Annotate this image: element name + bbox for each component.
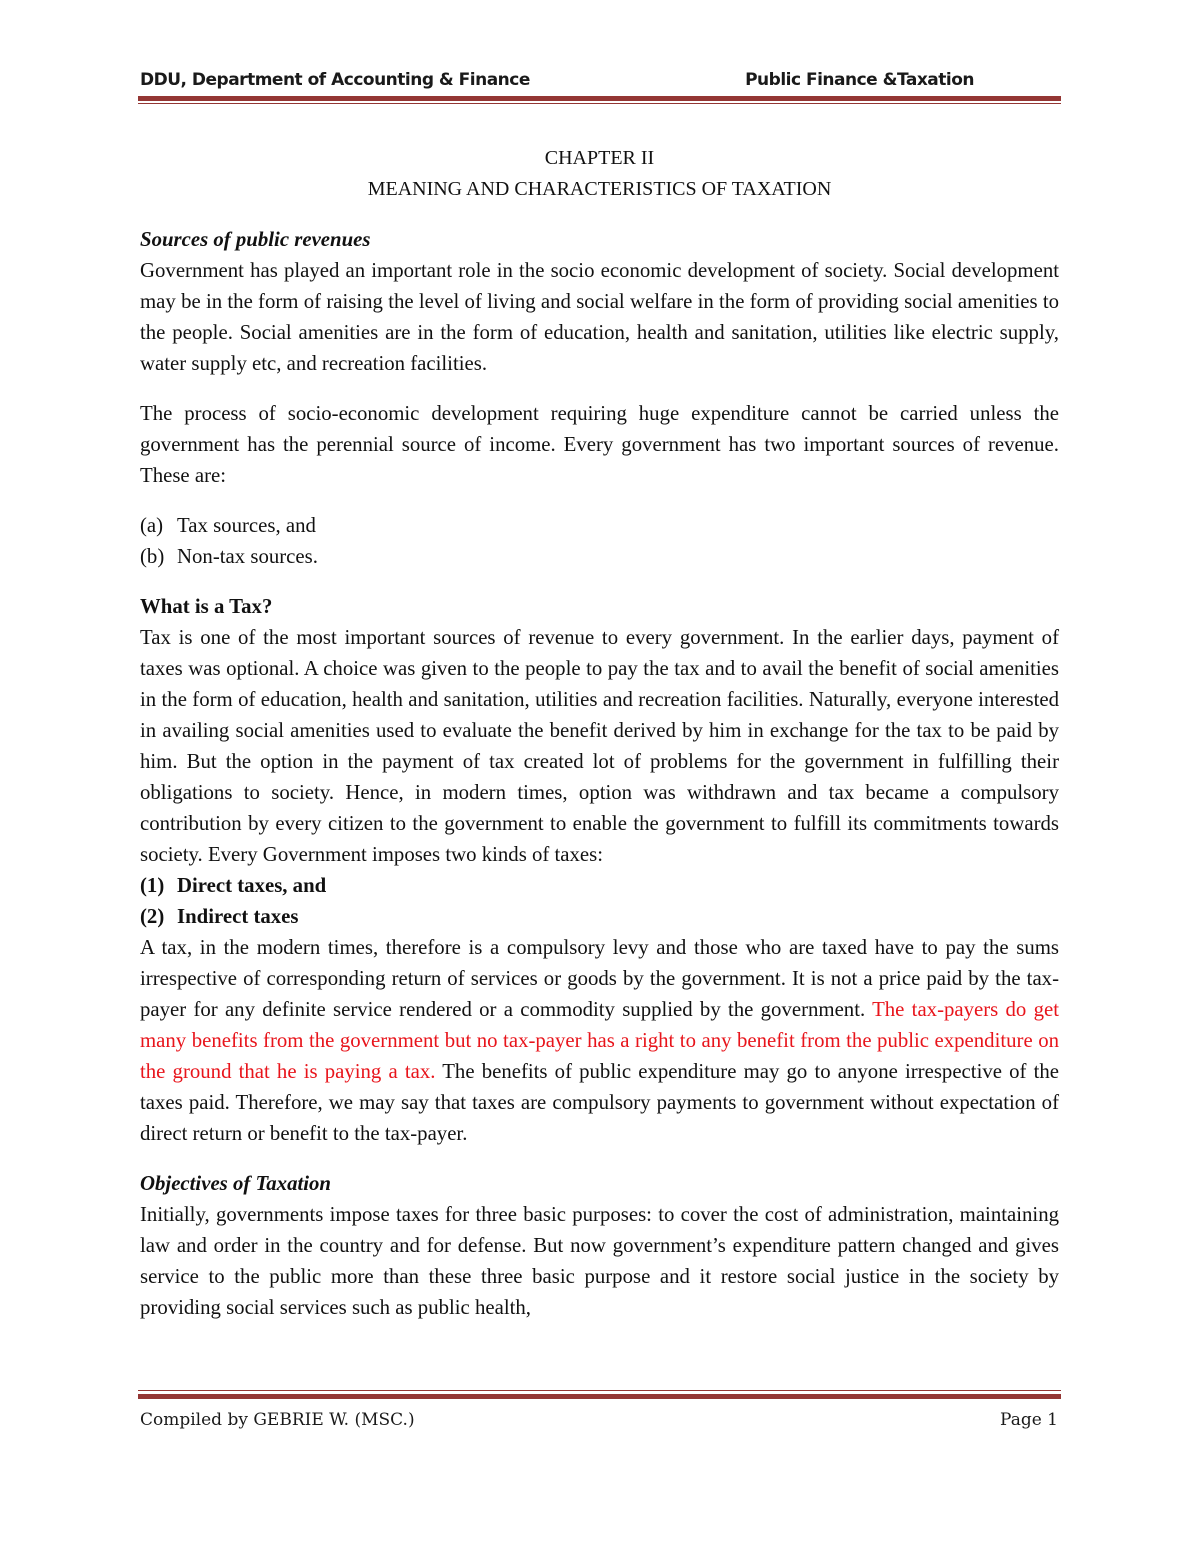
page-content	[140, 143, 1059, 1323]
highlighted-text: The tax-payers do get many benefits from the government but no tax-payer has a right to any benefit from the public expenditure on the ground that he is paying a tax.	[140, 998, 1059, 1083]
list-text: Direct taxes, and	[177, 874, 327, 897]
text-run: A tax, in the modern times, therefore is a compulsory levy and those who are taxed have to pay the sums irrespective of corresponding return of services or goods by the government. It is not a price paid by the tax-payer for any definite service rendered or a commodity supplied by the government.	[140, 936, 1059, 1021]
list-item	[140, 870, 1059, 901]
list-marker: (b)	[140, 545, 165, 568]
section-heading-objectives: Objectives of Taxation	[140, 1172, 332, 1195]
paragraph: Initially, governments impose taxes for three basic purposes: to cover the cost of administration, maintaining law and order in the country and for defense. But now government’s expenditure pattern changed and gives service to the public more than these three basic purpose and it restore social justice in the society by providing social services such as public health,	[140, 1203, 1059, 1319]
header-course: Public Finance &Taxation	[745, 70, 974, 90]
chapter-title: MEANING AND CHARACTERISTICS OF TAXATION	[367, 178, 832, 200]
header-rule	[138, 96, 1061, 101]
list-marker: (2)	[140, 905, 165, 928]
list-text: Non-tax sources.	[177, 545, 318, 568]
list-item	[140, 901, 1059, 932]
footer-rule-thin	[138, 1390, 1061, 1391]
list-item	[140, 541, 1059, 572]
page-number: Page 1	[1000, 1410, 1058, 1430]
section-heading-what-is-tax: What is a Tax?	[140, 595, 273, 618]
paragraph: Tax is one of the most important sources of revenue to every government. In the earlier days, payment of taxes was optional. A choice was given to the people to pay the tax and to avail the benefit of social amenities in the form of education, health and sanitation, utilities and recreation facilities. Naturally, everyone interested in availing social amenities used to evaluate the benefit derived by him in exchange for the tax to be paid by him. But the option in the payment of tax created lot of problems for the government in fulfilling their obligations to society. Hence, in modern times, option was withdrawn and tax became a compulsory contribution by every citizen to the government to enable the government to fulfill its commitments towards society. Every Government imposes two kinds of taxes:	[140, 626, 1059, 866]
header-department: DDU, Department of Accounting & Finance	[140, 70, 530, 90]
list-text: Indirect taxes	[177, 905, 299, 928]
chapter-number: CHAPTER II	[544, 147, 655, 169]
list-marker: (1)	[140, 874, 165, 897]
paragraph: The process of socio-economic development requiring huge expenditure cannot be carried unless the government has the perennial source of income. Every government has two important sources of revenue. These are:	[140, 402, 1059, 487]
paragraph	[140, 932, 1059, 1149]
list-marker: (a)	[140, 514, 164, 537]
paragraph: Government has played an important role in the socio economic development of society. Social development may be in the form of raising the level of living and social welfare in the form of providing social amenities to the people. Social amenities are in the form of education, health and sanitation, utilities like electric supply, water supply etc, and recreation facilities.	[140, 259, 1059, 375]
header-rule-thin	[138, 103, 1061, 104]
section-heading-sources: Sources of public revenues	[140, 228, 371, 251]
footer-author: Compiled by GEBRIE W. (MSC.)	[140, 1410, 415, 1430]
text-run: The benefits of public expenditure may go to anyone irrespective of the taxes paid. Therefore, we may say that taxes are compulsory payments to government without expectation of direct return or benefit to the tax-payer.	[140, 1060, 1059, 1145]
list-item	[140, 510, 1059, 541]
footer-rule	[138, 1394, 1061, 1399]
list-text: Tax sources, and	[177, 514, 316, 537]
